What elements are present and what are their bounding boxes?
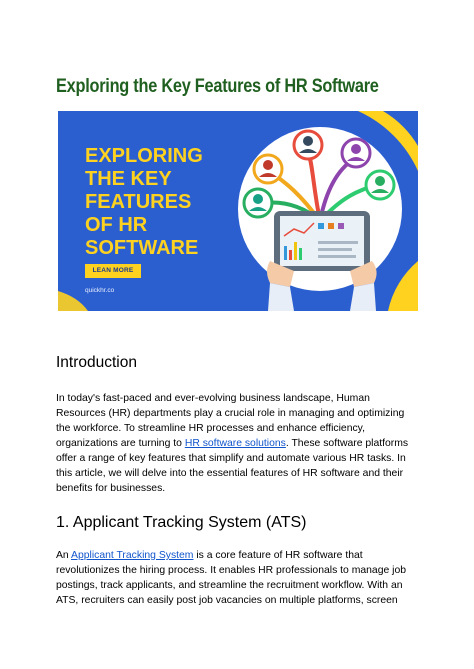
- paragraph-line: [56, 548, 436, 563]
- banner-headline-line: THE KEY: [85, 168, 172, 190]
- paragraph-line: offer a range of key features that simplify and automate various HR tasks. In: [56, 453, 406, 464]
- hr-software-solutions-link[interactable]: HR software solutions: [184, 438, 286, 449]
- hero-banner-image: [58, 111, 418, 311]
- paragraph-line: this article, we will delve into the essential features of HR software and their: [56, 468, 404, 479]
- banner-site-label: quickhr.co: [85, 287, 115, 294]
- learn-more-button: LEAN MORE: [85, 264, 141, 278]
- paragraph-line: postings, track applicants, and streamline the recruitment workflow. With an: [56, 580, 403, 591]
- banner-headline-line: OF HR: [85, 214, 148, 236]
- page-title: Exploring the Key Features of HR Software: [56, 76, 379, 97]
- paragraph-text: is a core feature of HR software that: [193, 550, 363, 561]
- paragraph-line: ATS, recruiters can easily post job vacancies on multiple platforms, screen: [56, 595, 398, 606]
- banner-headline-line: EXPLORING: [85, 145, 203, 167]
- paragraph-text: An: [56, 550, 72, 561]
- introduction-heading: Introduction: [56, 354, 137, 371]
- ats-paragraph: [56, 548, 436, 608]
- banner-headline: [85, 145, 203, 260]
- paragraph-line: [56, 436, 436, 451]
- paragraph-line: In today's fast-paced and ever-evolving business landscape, Human: [56, 393, 370, 404]
- banner-headline-line: SOFTWARE: [85, 237, 199, 259]
- paragraph-line: the workforce. To streamline HR processes and enhance efficiency,: [56, 423, 365, 434]
- ats-heading: 1. Applicant Tracking System (ATS): [56, 514, 307, 531]
- banner-headline-line: FEATURES: [85, 191, 192, 213]
- introduction-paragraph: [56, 391, 436, 496]
- paragraph-line: Resources (HR) departments play a crucial role in managing and optimizing: [56, 408, 405, 419]
- paragraph-line: benefits for businesses.: [56, 483, 166, 494]
- paragraph-text: . These software platforms: [285, 438, 409, 449]
- paragraph-text: organizations are turning to: [56, 438, 185, 449]
- applicant-tracking-system-link[interactable]: Applicant Tracking System: [71, 550, 194, 561]
- paragraph-line: revolutionizes the hiring process. It enables HR professionals to manage job: [56, 565, 407, 576]
